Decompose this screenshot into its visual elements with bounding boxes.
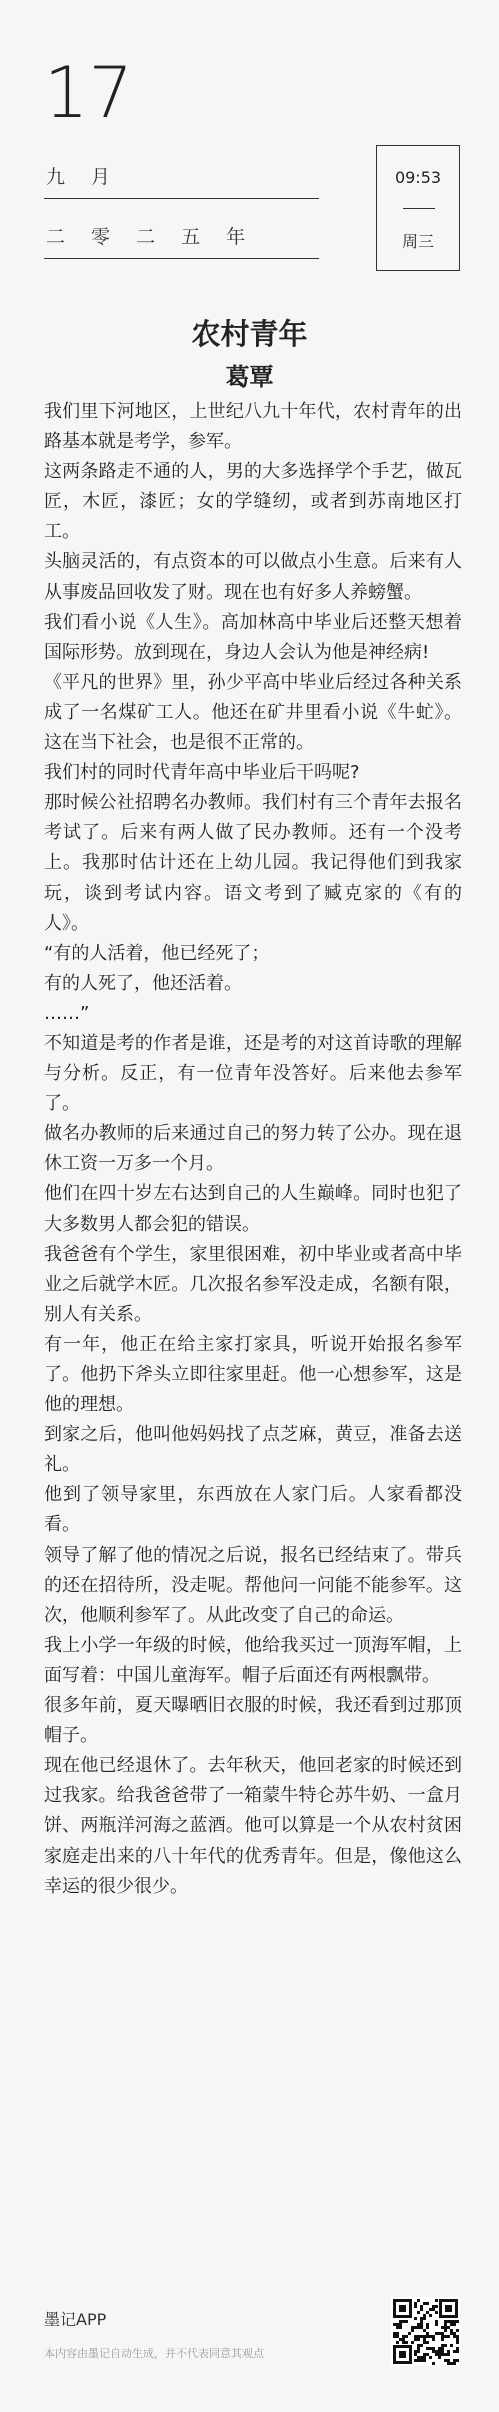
qr-code-icon (391, 2297, 460, 2366)
paragraph: 有一年，他正在给主家打家具，听说开始报名参军了。他扔下斧头立即往家里赶。他一心想参军，这是他的理想。 (44, 1333, 462, 1416)
paragraph: 这两条路走不通的人，男的大多选择学个手艺，做瓦匠，木匠，漆匠；女的学缝纫，或者到苏南地区打工。 (44, 461, 462, 543)
date-year: 二 零 二 五 年 (46, 226, 256, 248)
disclaimer: 本内容由墨记自动生成，并不代表同意其观点 (44, 2347, 264, 2360)
qr-code-icon (391, 2297, 460, 2366)
article-author: 葛覃 (225, 363, 274, 391)
paragraph: 到家之后，他叫他妈妈找了点芝麻，黄豆，准备去送礼。 (44, 1424, 462, 1476)
article-title: 农村青年 (191, 317, 308, 351)
paragraph: 很多年前，夏天曝晒旧衣服的时候，我还看到过那顶帽子。 (44, 1695, 462, 1747)
paragraph: 现在他已经退休了。去年秋天，他回老家的时候还到过我家。给我爸爸带了一箱蒙牛特仑苏牛奶、一盒月饼、两瓶洋河海之蓝酒。他可以算是一个从农村贫困家庭走出来的八十年代的优秀青年。但是，像他这么幸运的很少很少。 (44, 1755, 462, 1897)
divider (44, 198, 319, 199)
paragraph: 头脑灵活的，有点资本的可以做点小生意。后来有人从事废品回收发了财。现在也有好多人养螃蟹。 (44, 551, 462, 603)
paragraph: 他们在四十岁左右达到自己的人生巅峰。同时也犯了大多数男人都会犯的错误。 (44, 1183, 462, 1235)
paragraph: 我们看小说《人生》。高加林高中毕业后还整天想着国际形势。放到现在，身边人会认为他是神经病! (44, 611, 462, 663)
paragraph: 有的人死了，他还活着。 (44, 972, 242, 994)
time-box (376, 145, 460, 271)
paragraph: 《平凡的世界》里，孙少平高中毕业后经过各种关系成了一名煤矿工人。他还在矿井里看小说《牛虻》。这在当下社会，也是很不正常的。 (44, 671, 462, 754)
paragraph: 领导了解了他的情况之后说，报名已经结束了。带兵的还在招待所，没走呢。帮他问一问能不能参军。这次，他顺利参军了。从此改变了自己的命运。 (44, 1544, 462, 1626)
paragraph: 我爸爸有个学生，家里很困难，初中毕业或者高中毕业之后就学木匠。几次报名参军没走成，名额有限，别人有关系。 (44, 1243, 462, 1325)
paragraph: 不知道是考的作者是谁，还是考的对这首诗歌的理解与分析。反正，有一位青年没答好。后来他去参军了。 (44, 1032, 462, 1115)
time-label: 09:53 (394, 168, 442, 187)
divider (44, 258, 319, 259)
paragraph: 他到了领导家里，东西放在人家门后。人家看都没看。 (44, 1484, 462, 1536)
paragraph: 我上小学一年级的时候，他给我买过一顶海军帽，上面写着：中国儿童海军。帽子后面还有两根飘带。 (44, 1634, 462, 1686)
paragraph: ……” (44, 1002, 90, 1024)
paragraph: 那时候公社招聘名办教师。我们村有三个青年去报名考试了。后来有两人做了民办教师。还有一个没考上。我那时估计还在上幼儿园。我记得他们到我家玩，谈到考试内容。语文考到了臧克家的《有的人》。 (44, 792, 462, 934)
article-body (44, 397, 462, 1902)
paragraph: 做名办教师的后来通过自己的努力转了公办。现在退休工资一万多一个月。 (44, 1123, 462, 1175)
date-day: 17 (44, 52, 134, 134)
date-month: 九 月 (46, 166, 121, 188)
paragraph: 我们村的同时代青年高中毕业后干吗呢? (44, 762, 360, 784)
time-divider (403, 208, 435, 209)
paragraph: “有的人活着，他已经死了； (44, 942, 270, 964)
weekday-label: 周三 (401, 232, 434, 251)
app-brand: 墨记APP (44, 2310, 107, 2329)
paragraph: 我们里下河地区，上世纪八九十年代，农村青年的出路基本就是考学，参军。 (44, 401, 462, 453)
